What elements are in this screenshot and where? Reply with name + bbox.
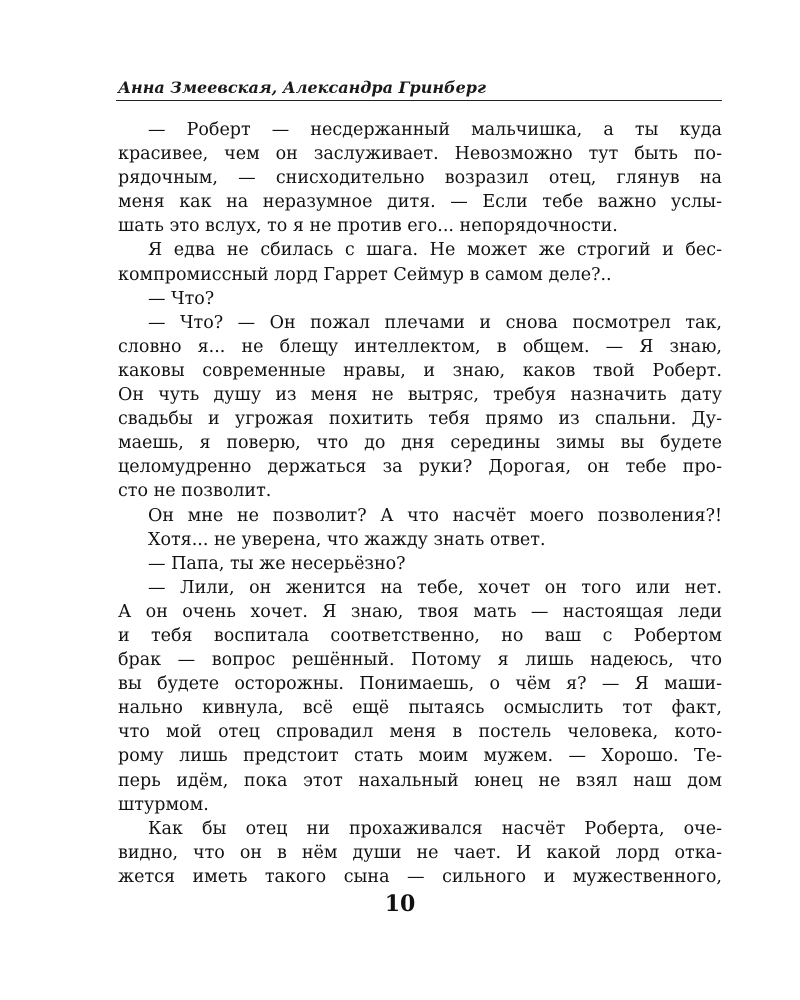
text-line: словно я... не блещу интеллектом, в общем. — Я знаю, bbox=[118, 336, 722, 357]
text-line: штурмом. bbox=[118, 794, 209, 815]
text-line: — Роберт — несдержанный мальчишка, а ты куда bbox=[148, 120, 722, 140]
text-line: Он чуть душу из меня не вытряс, требуя назначить дату bbox=[118, 385, 722, 406]
text-line: видно, что он в нём души не чает. И какой лорд отка- bbox=[118, 842, 722, 863]
text-line: — Что? — Он пожал плечами и снова посмотрел так, bbox=[148, 312, 722, 333]
text-line: Как бы отец ни прохаживался насчёт Роберта, оче- bbox=[148, 818, 722, 839]
text-line: рядочным, — снисходительно возразил отец, глянув на bbox=[118, 168, 722, 189]
text-line: брак — вопрос решённый. Потому я лишь надеюсь, что bbox=[118, 650, 722, 671]
text-line: Хотя... не уверена, что жажду знать ответ. bbox=[148, 529, 546, 550]
text-line: компромиссный лорд Гаррет Сеймур в самом деле?.. bbox=[118, 264, 612, 285]
text-line: вы будете осторожны. Понимаешь, о чём я? — Я маши- bbox=[118, 674, 722, 695]
text-line: нально кивнула, всё ещё пытаясь осмыслить тот факт, bbox=[118, 698, 722, 719]
text-line: сто не позволит. bbox=[118, 481, 272, 502]
text-line: А он очень хочет. Я знаю, твоя мать — настоящая леди bbox=[118, 601, 722, 622]
text-line: рому лишь предстоит стать моим мужем. — Хорошо. Те- bbox=[118, 746, 722, 767]
text-line: свадьбы и угрожая похитить тебя прямо из спальни. Ду- bbox=[118, 409, 722, 430]
header-rule bbox=[116, 100, 722, 101]
text-line: маешь, я поверю, что до дня середины зимы вы будете bbox=[118, 433, 722, 454]
text-line: целомудренно держаться за руки? Дорогая, он тебе про- bbox=[118, 457, 722, 478]
text-line: жется иметь такого сына — сильного и мужественного, bbox=[118, 866, 722, 887]
body-text bbox=[118, 118, 722, 889]
page-number: 10 bbox=[384, 891, 416, 917]
text-line: Он мне не позволит? А что насчёт моего позволения?! bbox=[148, 505, 722, 526]
text-line: перь идём, пока этот нахальный юнец не взял наш дом bbox=[118, 770, 722, 791]
text-line: Я едва не сбилась с шага. Не может же строгий и бес- bbox=[148, 240, 722, 261]
text-line: что мой отец спровадил меня в постель человека, кото- bbox=[118, 722, 722, 743]
text-line: — Что? bbox=[148, 288, 215, 309]
text-line: — Папа, ты же несерьёзно? bbox=[148, 553, 406, 574]
text-line: красивее, чем он заслуживает. Невозможно тут быть по- bbox=[118, 144, 722, 165]
text-line: каковы современные нравы, и знаю, каков твой Роберт. bbox=[118, 360, 722, 381]
text-line: — Лили, он женится на тебе, хочет он того или нет. bbox=[148, 577, 722, 598]
running-header: Анна Змеевская, Александра Гринберг bbox=[118, 78, 486, 97]
text-line: и тебя воспитала соответственно, но ваш с Робертом bbox=[118, 625, 722, 646]
text-line: меня как на неразумное дитя. — Если тебе важно услы- bbox=[118, 192, 722, 213]
text-line: шать это вслух, то я не против его... непорядочности. bbox=[118, 216, 618, 237]
